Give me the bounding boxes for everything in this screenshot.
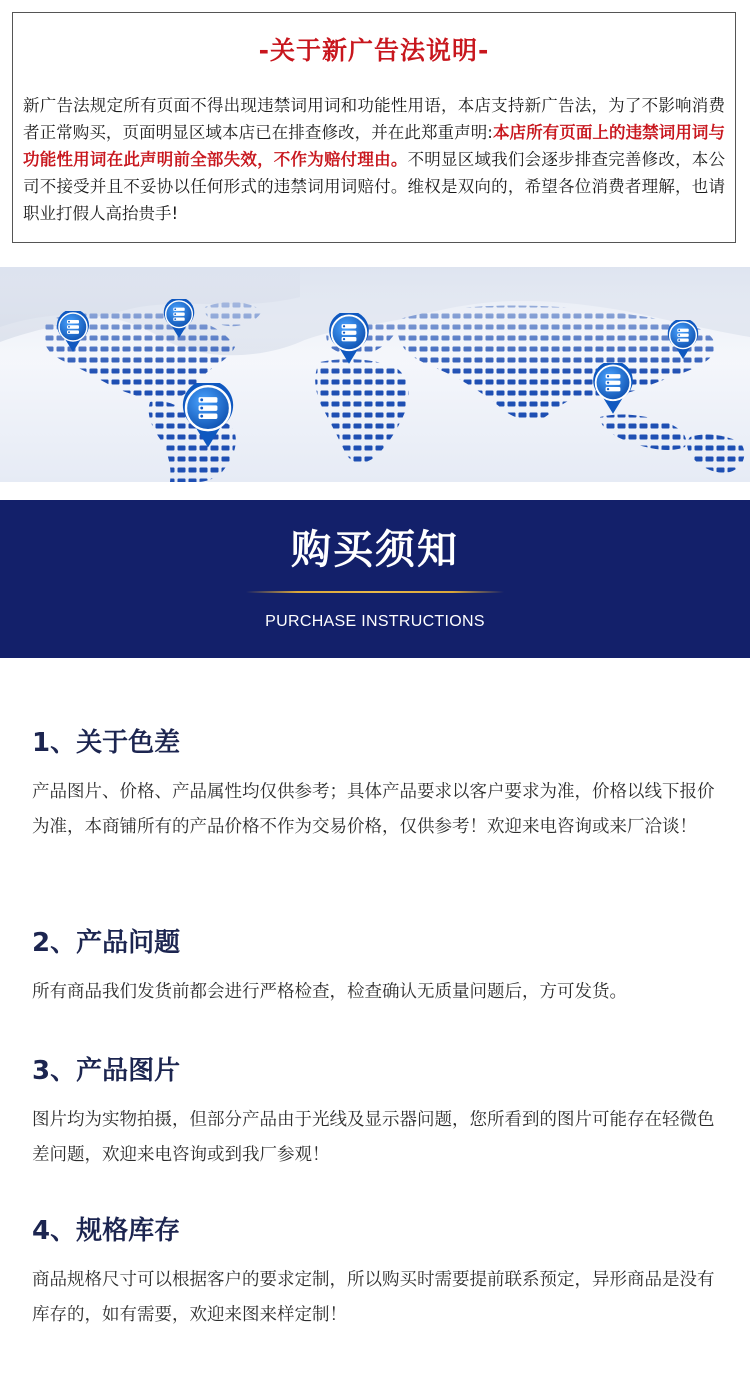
section-heading: 1、关于色差 [32,728,181,758]
server-icon [667,320,699,360]
server-icon [163,299,195,339]
notice-text-end: 不明显区域我们会逐步排查完善修改，本公司不接受并且不妥协以任何形式的违禁词用词赔付。维权是双向的，希望各位消费者理解，也请职业打假人高抬贵手! [23,150,726,223]
section-specs-stock [32,1214,728,1333]
section-heading: 4、规格库存 [32,1216,181,1246]
ad-law-notice [12,12,736,243]
section-body: 产品图片、价格、产品属性均仅供参考；具体产品要求以客户要求为准，价格以线下报价为准，本商铺所有的产品价格不作为交易价格，仅供参考！欢迎来电咨询或来厂洽谈！ [32,782,715,837]
server-icon [328,313,370,365]
section-body: 所有商品我们发货前都会进行严格检查，检查确认无质量问题后，方可发货。 [32,982,627,1002]
section-product-images [32,1054,728,1173]
banner-subtitle: PURCHASE INSTRUCTIONS [265,613,485,630]
world-map-banner [0,267,750,482]
section-heading: 2、产品问题 [32,928,181,958]
server-icon [57,311,89,353]
section-product-issues [32,926,728,1010]
notice-title: -关于新广告法说明- [258,36,490,65]
section-color-difference [32,726,728,845]
banner-title: 购买须知 [291,527,459,573]
server-icon [181,383,235,449]
notice-text-highlight: 本店所有页面上的违禁词用词与功能性用词在此声明前全部失效，不作为赔付理由。 [23,123,726,169]
world-map-graphic [0,267,750,482]
section-body: 图片均为实物拍摄，但部分产品由于光线及显示器问题，您所看到的图片可能存在轻微色差问题，欢迎来电咨询或到我厂参观！ [32,1110,715,1165]
section-body: 商品规格尺寸可以根据客户的要求定制，所以购买时需要提前联系预定，异形商品是没有库存的，如有需要，欢迎来图来样定制！ [32,1270,715,1325]
banner-divider [246,591,504,593]
notice-text-start: 新广告法规定所有页面不得出现违禁词用词和功能性用语，本店支持新广告法，为了不影响消费者正常购买，页面明显区域本店已在排查修改，并在此郑重声明: [23,96,725,142]
server-icon [592,363,634,415]
notice-body [23,92,725,227]
section-heading: 3、产品图片 [32,1056,181,1086]
